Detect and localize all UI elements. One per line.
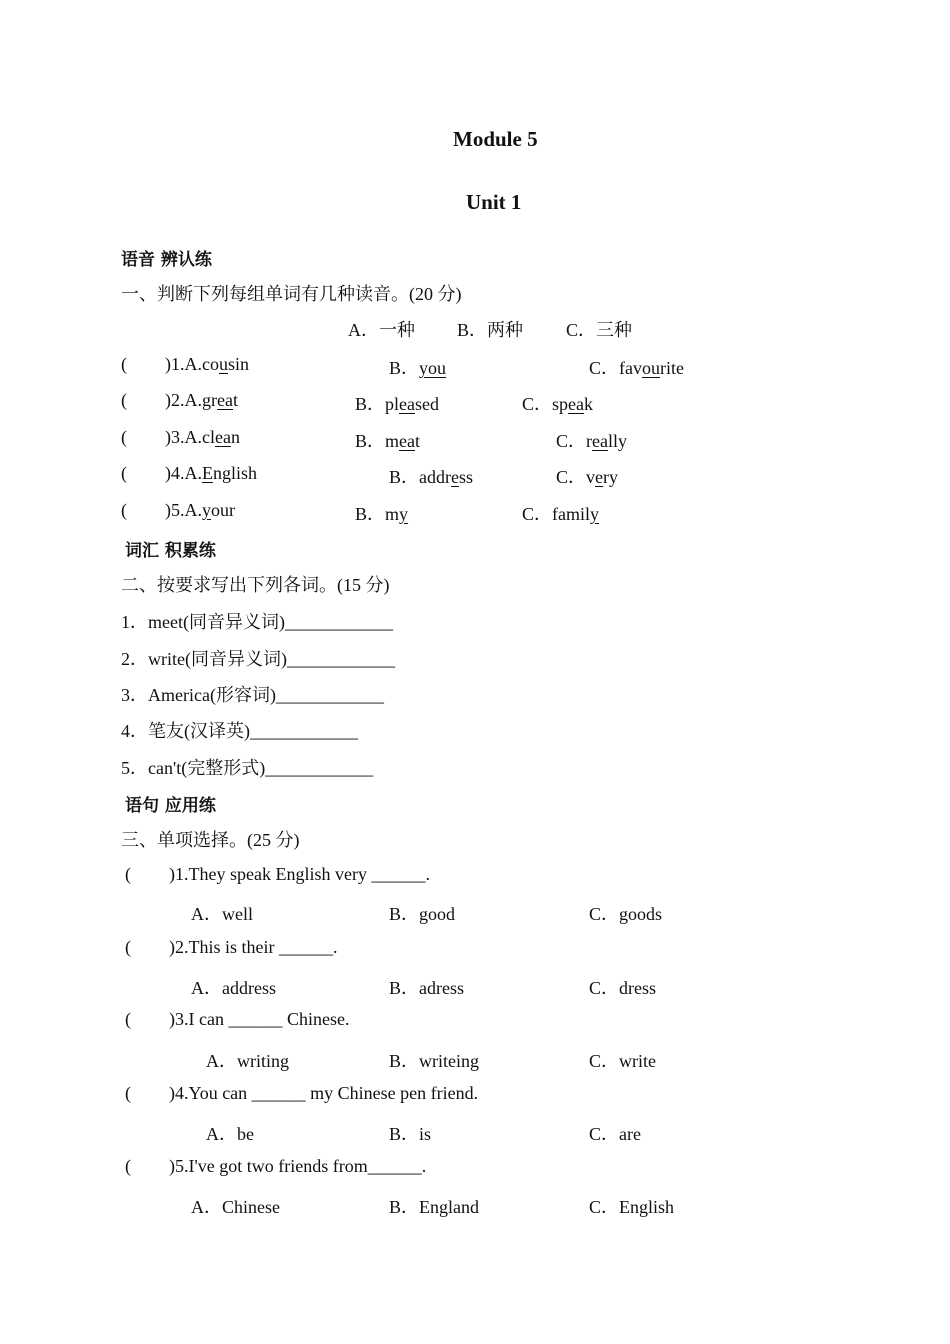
option-b: B．meat xyxy=(355,431,421,451)
answer-blank[interactable]: ( xyxy=(121,390,127,410)
vocabulary-item[interactable]: 1．meet(同音异义词)____________ xyxy=(121,612,393,632)
option-b: B．pleased xyxy=(355,394,439,414)
answer-blank[interactable]: ( xyxy=(121,463,127,483)
option-c: C．very xyxy=(556,467,619,487)
answer-blank[interactable]: ( xyxy=(121,500,127,520)
answer-blank[interactable]: ( xyxy=(121,427,127,447)
option-c[interactable]: C．English xyxy=(589,1197,675,1217)
answer-key-c: C．三种 xyxy=(566,320,633,340)
option-c: C．family xyxy=(522,504,599,524)
question-text: )3.I can ______ Chinese. xyxy=(169,1009,350,1029)
vocabulary-item[interactable]: 2．write(同音异义词)____________ xyxy=(121,649,395,669)
section-heading-vocabulary: 词汇 积累练 xyxy=(125,541,216,561)
option-c: C．speak xyxy=(522,394,593,414)
question-text: )5.I've got two friends from______. xyxy=(169,1156,427,1176)
vocabulary-item[interactable]: 5．can't(完整形式)____________ xyxy=(121,758,374,778)
option-c[interactable]: C．are xyxy=(589,1124,641,1144)
answer-blank[interactable]: ( xyxy=(125,1156,131,1176)
option-a[interactable]: A．Chinese xyxy=(191,1197,280,1217)
vocabulary-item[interactable]: 4．笔友(汉译英)____________ xyxy=(121,721,358,741)
question-word-a: )1.A.cousin xyxy=(165,354,250,374)
question-word-a: )4.A.English xyxy=(165,463,258,483)
question-text: )4.You can ______ my Chinese pen friend. xyxy=(169,1083,479,1103)
option-c[interactable]: C．dress xyxy=(589,978,656,998)
option-a[interactable]: A．well xyxy=(191,904,253,924)
page-title: Module 5 xyxy=(453,127,538,151)
section-heading-sentences: 语句 应用练 xyxy=(125,796,216,816)
question-word-a: )2.A.great xyxy=(165,390,238,410)
vocabulary-item[interactable]: 3．America(形容词)____________ xyxy=(121,685,384,705)
question-text: )2.This is their ______. xyxy=(169,937,338,957)
answer-blank[interactable]: ( xyxy=(125,1009,131,1029)
option-a[interactable]: A．address xyxy=(191,978,276,998)
question-word-a: )3.A.clean xyxy=(165,427,240,447)
option-a[interactable]: A．writing xyxy=(206,1051,289,1071)
option-b[interactable]: B．England xyxy=(389,1197,479,1217)
section-heading-phonetics: 语音 辨认练 xyxy=(121,250,212,270)
section-instruction-sentences: 三、单项选择。(25 分) xyxy=(121,830,300,850)
answer-blank[interactable]: ( xyxy=(125,864,131,884)
option-c: C．favourite xyxy=(589,358,684,378)
answer-blank[interactable]: ( xyxy=(125,1083,131,1103)
option-c: C．really xyxy=(556,431,627,451)
option-a[interactable]: A．be xyxy=(206,1124,254,1144)
answer-key-a: A．一种 xyxy=(348,320,415,340)
answer-blank[interactable]: ( xyxy=(125,937,131,957)
option-b[interactable]: B．good xyxy=(389,904,456,924)
question-text: )1.They speak English very ______. xyxy=(169,864,430,884)
section-instruction-phonetics: 一、判断下列每组单词有几种读音。(20 分) xyxy=(121,284,462,304)
section-instruction-vocabulary: 二、按要求写出下列各词。(15 分) xyxy=(121,575,390,595)
answer-key-b: B．两种 xyxy=(457,320,524,340)
option-b: B．you xyxy=(389,358,447,378)
option-b[interactable]: B．writeing xyxy=(389,1051,479,1071)
option-b: B．my xyxy=(355,504,409,524)
option-b: B．address xyxy=(389,467,474,487)
page-subtitle: Unit 1 xyxy=(466,190,522,214)
option-b[interactable]: B．is xyxy=(389,1124,432,1144)
option-b[interactable]: B．adress xyxy=(389,978,464,998)
option-c[interactable]: C．goods xyxy=(589,904,663,924)
question-word-a: )5.A.your xyxy=(165,500,235,520)
answer-blank[interactable]: ( xyxy=(121,354,127,374)
option-c[interactable]: C．write xyxy=(589,1051,656,1071)
